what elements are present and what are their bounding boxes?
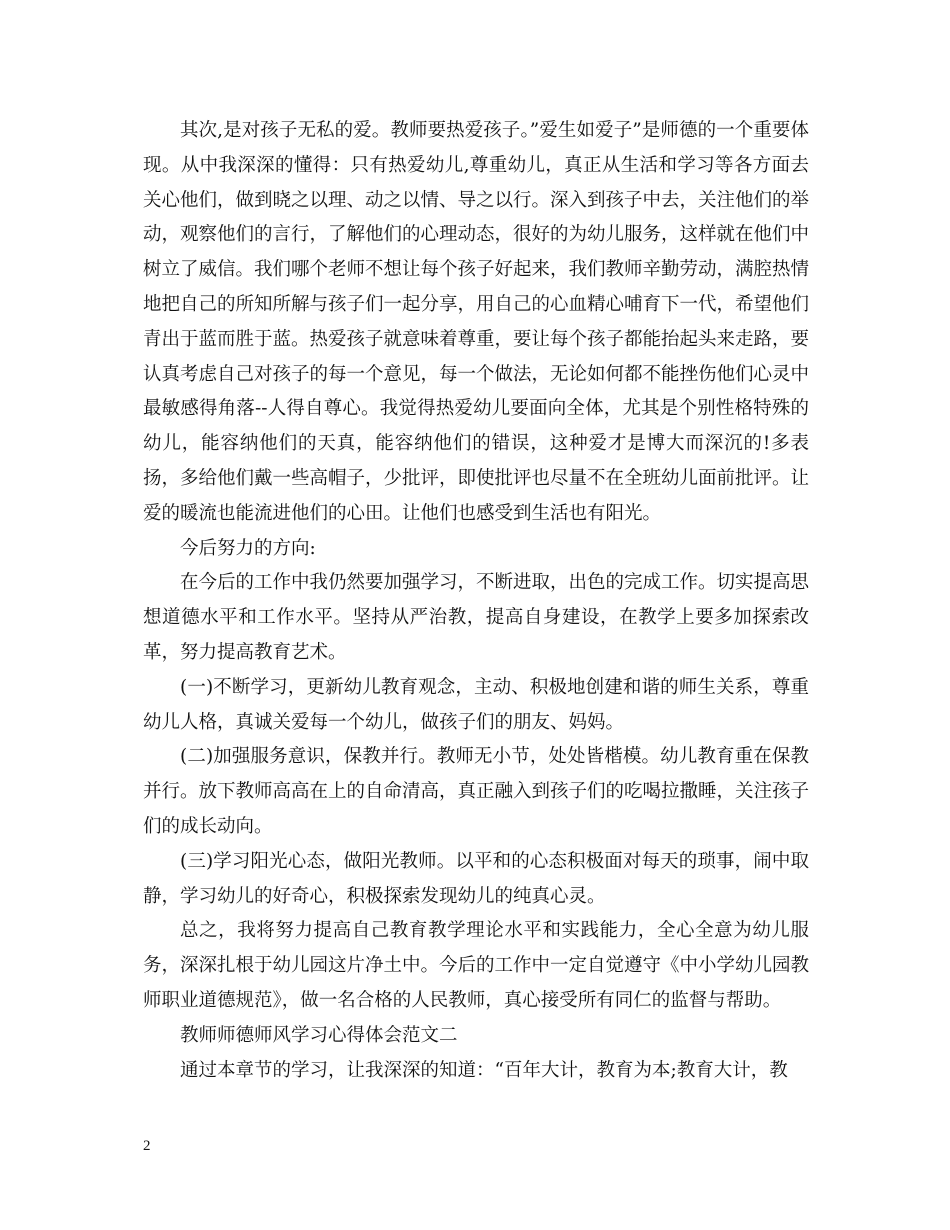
section-heading-example-two: 教师师德师风学习心得体会范文二 [180, 1024, 458, 1046]
page-number: 2 [143, 1138, 151, 1154]
paragraph-item-two: (二)加强服务意识，保教并行。教师无小节，处处皆楷模。幼儿教育重在保教并行。放下教师高高在上的自命清高，真正融入到孩子们的吃喝拉撒睡，关注孩子们的成长动向。 [143, 746, 810, 837]
paragraph-future-direction-heading: 今后努力的方向: [180, 537, 316, 559]
paragraph-future-work: 在今后的工作中我仍然要加强学习，不断进取，出色的完成工作。切实提高思想道德水平和工作水平。坚持从严治教，提高自身建设，在教学上要多加探索改革，努力提高教育艺术。 [143, 572, 810, 663]
paragraph-item-three: (三)学习阳光心态，做阳光教师。以平和的心态积极面对每天的琐事，闹中取静，学习幼儿的好奇心，积极探索发现幼儿的纯真心灵。 [143, 850, 809, 907]
paragraph-conclusion: 总之，我将努力提高自己教育教学理论水平和实践能力，全心全意为幼儿服务，深深扎根于幼儿园这片净土中。今后的工作中一定自觉遵守《中小学幼儿园教师职业道德规范》，做一名合格的人民教师，真心接受所有同仁的监督与帮助。 [143, 920, 810, 1011]
paragraph-item-one: (一)不断学习，更新幼儿教育观念，主动、积极地创建和谐的师生关系，尊重幼儿人格，真诚关爱每一个幼儿，做孩子们的朋友、妈妈。 [143, 676, 809, 733]
paragraph-selfless-love: 其次,是对孩子无私的爱。教师要热爱孩子。”爱生如爱子”是师德的一个重要体现。从中我深深的懂得：只有热爱幼儿,尊重幼儿，真正从生活和学习等各方面去关心他们，做到晓之以理、动之以情、导之以行。深入到孩子中去，关注他们的举动，观察他们的言行，了解他们的心理动态，很好的为幼儿服务，这样就在他们中树立了威信。我们哪个老师不想让每个孩子好起来，我们教师辛勤劳动，满腔热情地把自己的所知所解与孩子们一起分享，用自己的心血精心哺育下一代，希望他们青出于蓝而胜于蓝。热爱孩子就意味着尊重，要让每个孩子都能抬起头来走路，要认真考虑自己对孩子的每一个意见，每一个做法，无论如何都不能挫伤他们心灵中最敏感得角落--人得自尊心。我觉得热爱幼儿要面向全体，尤其是个别性格特殊的幼儿，能容纳他们的天真，能容纳他们的错误，这种爱才是博大而深沉的!多表扬，多给他们戴一些高帽子，少批评，即使批评也尽量不在全班幼儿面前批评。让爱的暖流也能流进他们的心田。让他们也感受到生活也有阳光。 [143, 120, 810, 524]
document-body [143, 114, 809, 1088]
paragraph-example-two-intro: 通过本章节的学习，让我深深的知道：“百年大计，教育为本;教育大计，教 [180, 1059, 788, 1081]
